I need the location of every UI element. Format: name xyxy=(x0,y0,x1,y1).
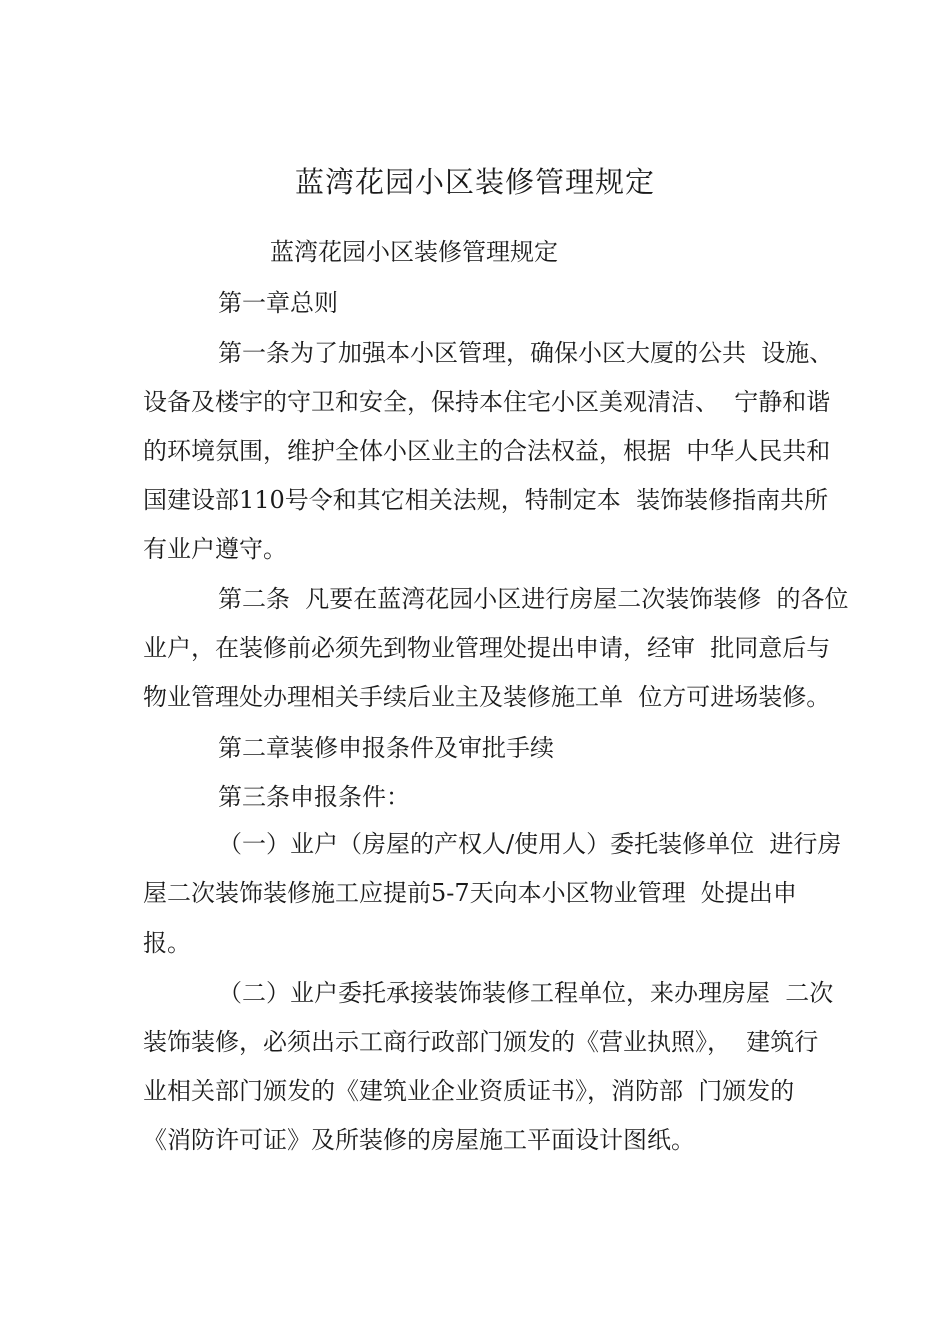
article-3-heading: 第三条申报条件： xyxy=(218,783,410,811)
document-title: 蓝湾花园小区装修管理规定 xyxy=(294,165,655,199)
article-1-line-4: 国建设部110号令和其它相关法规，特制定本 装饰装修指南共所 xyxy=(143,486,829,514)
article-1-line-2: 设备及楼宇的守卫和安全，保持本住宅小区美观清洁、 宁静和谐 xyxy=(143,388,831,416)
article-3-item-1-line-3: 报。 xyxy=(143,929,191,957)
article-2-line-1: 第二条 凡要在蓝湾花园小区进行房屋二次装饰装修 的各位 xyxy=(218,585,849,613)
article-3-item-2-line-3: 业相关部门颁发的《建筑业企业资质证书》，消防部 门颁发的 xyxy=(143,1077,795,1105)
article-2-line-2: 业户，在装修前必须先到物业管理处提出申请，经审 批同意后与 xyxy=(143,634,831,662)
article-1-line-1: 第一条为了加强本小区管理，确保小区大厦的公共 设施、 xyxy=(218,339,834,367)
article-1-line-5: 有业户遵守。 xyxy=(143,535,287,563)
article-3-item-2-line-1: （二）业户委托承接装饰装修工程单位，来办理房屋 二次 xyxy=(218,979,834,1007)
article-3-item-2-line-2: 装饰装修，必须出示工商行政部门颁发的《营业执照》， 建筑行 xyxy=(143,1028,819,1056)
article-1-line-3: 的环境氛围，维护全体小区业主的合法权益，根据 中华人民共和 xyxy=(143,437,831,465)
document-subtitle: 蓝湾花园小区装修管理规定 xyxy=(270,238,558,266)
article-2-line-3: 物业管理处办理相关手续后业主及装修施工单 位方可进场装修。 xyxy=(143,683,831,711)
article-3-item-1-line-1: （一）业户（房屋的产权人/使用人）委托装修单位 进行房 xyxy=(218,830,842,858)
article-3-item-2-line-4: 《消防许可证》及所装修的房屋施工平面设计图纸。 xyxy=(143,1126,695,1154)
article-3-item-1-line-2: 屋二次装饰装修施工应提前5-7天向本小区物业管理 处提出申 xyxy=(143,879,797,907)
chapter-1-heading: 第一章总则 xyxy=(218,289,338,317)
chapter-2-heading: 第二章装修申报条件及审批手续 xyxy=(218,734,554,762)
